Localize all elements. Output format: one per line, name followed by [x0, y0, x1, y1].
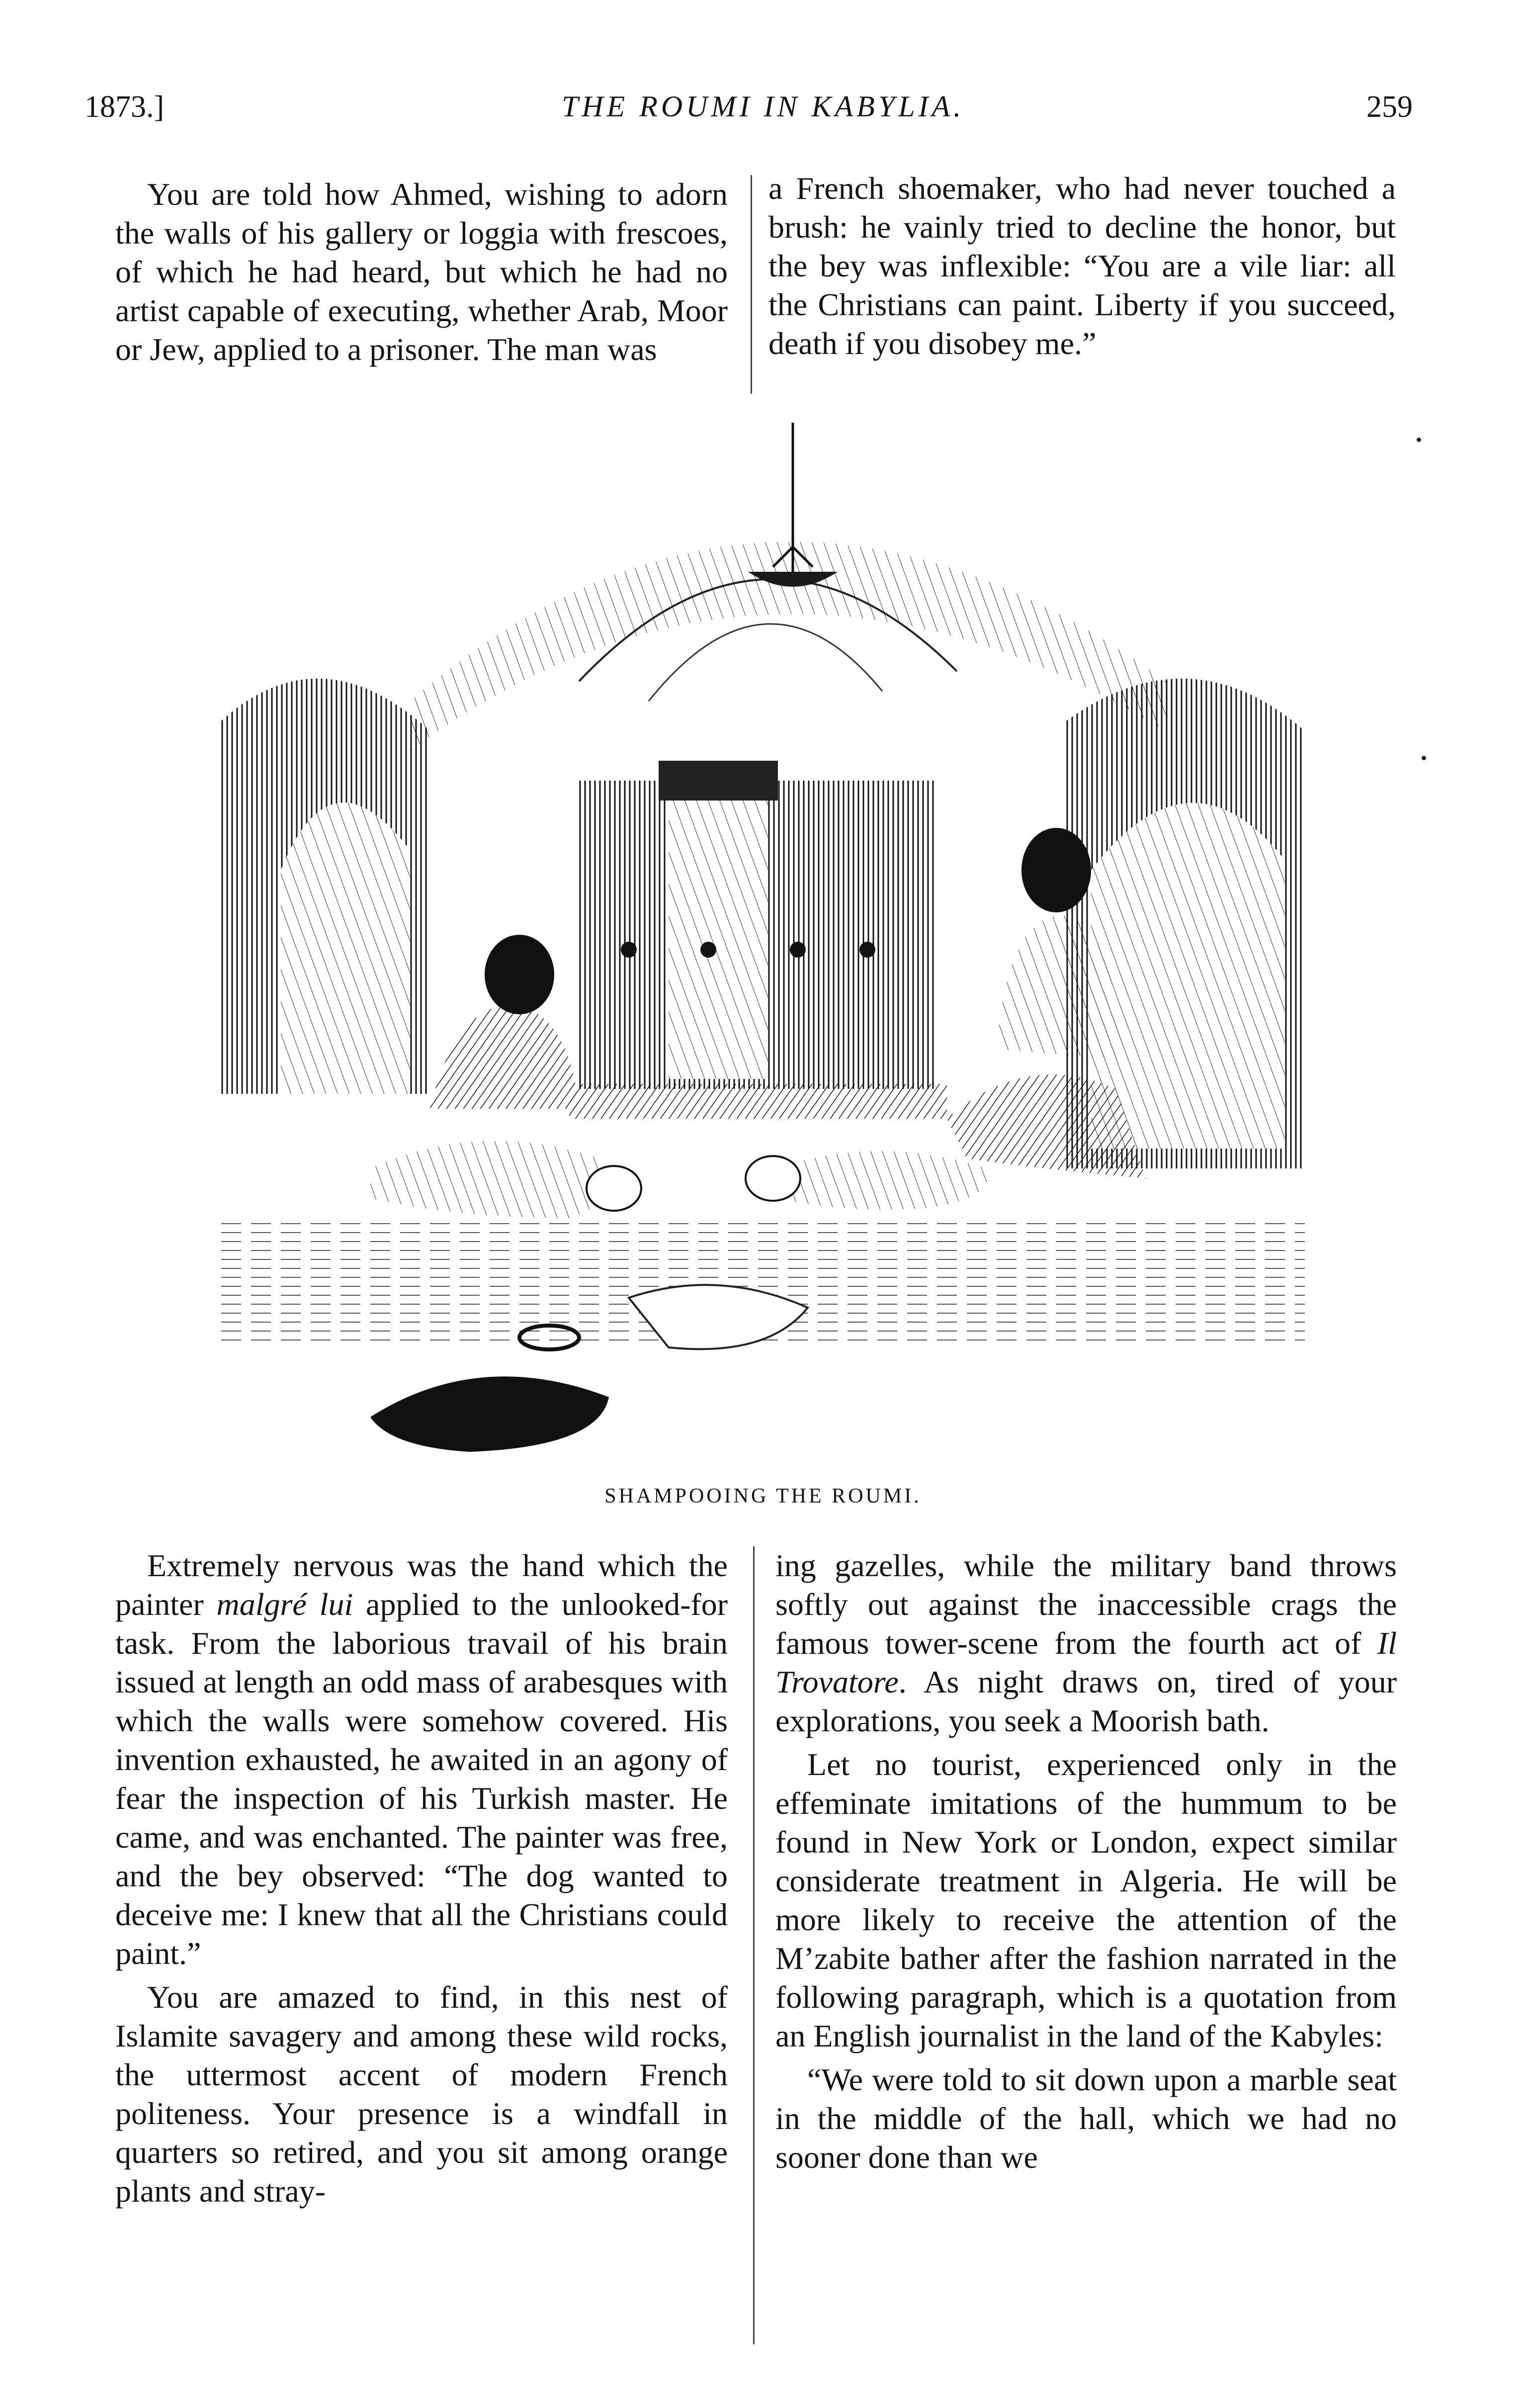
italic-title: Il Trovatore	[775, 1625, 1397, 1699]
figure-reclining-bathers	[370, 1141, 988, 1218]
column-divider-bottom	[753, 1546, 755, 2344]
column-bottom-left	[115, 1546, 728, 2211]
column-bottom-right	[775, 1546, 1397, 2177]
paragraph-french-shoemaker: a French shoemaker, who had never touched a brush: he vainly tried to decline the honor, but the bey was inflexible: “You are a vile liar: all the Christians can paint. Liberty if you succeed, death if you disobey me.”	[768, 171, 1396, 361]
print-speck	[1417, 438, 1421, 442]
paragraph-gazelles-band	[775, 1546, 1397, 1740]
figure-caption: SHAMPOOING THE ROUMI.	[604, 1485, 922, 1508]
paragraph-french-politeness: You are amazed to find, in this nest of Islamite savagery and among these wild rocks, the uttermost accent of modern French politeness. Your presence is a windfall in quarters so retired, and you sit among orange plants and stray-	[115, 1979, 728, 2209]
column-divider-top	[751, 175, 752, 394]
running-header	[0, 89, 1526, 134]
running-title: THE ROUMI IN KABYLIA.	[561, 90, 965, 123]
paragraph-text: ing gazelles, while the military band throws softly out against the inaccessible crags the famous tower-scene from the fourth act of	[775, 1548, 1397, 1661]
paragraph-text: applied to the unlooked-for task. From the laborious travail of his brain issued at length an odd mass of arabesques with which the walls were somehow covered. His invention exhausted, he awaited in an agony of fear the inspection of his Turkish master. He came, and was enchanted. The painter was free, and the bey observed: “The dog wanted to deceive me: I knew that all the Christians could paint.”	[115, 1587, 728, 1971]
header-year: 1873.]	[85, 90, 165, 124]
column-top-left	[115, 175, 728, 369]
paragraph-journalist-quote: “We were told to sit down upon a marble seat in the middle of the hall, which we had no sooner done than we	[775, 2062, 1397, 2175]
figure-attendant-left	[430, 935, 579, 1109]
paragraph-nervous-painter	[115, 1546, 728, 1973]
italic-phrase: malgré lui	[216, 1587, 353, 1622]
paragraph-ahmed-frescoes: You are told how Ahmed, wishing to adorn the walls of his gallery or loggia with frescoes, of which he had heard, but which he had no artist capable of executing, whether Arab, Moor or Jew, applied to a prisoner. The man was	[115, 177, 728, 367]
engraving-shampooing-the-roumi	[221, 423, 1305, 1462]
column-top-right	[768, 169, 1396, 363]
paragraph-text: Extremely nervous was the hand which the painter	[115, 1548, 728, 1622]
left-archway	[221, 679, 430, 1094]
floor	[221, 1218, 1305, 1452]
print-speck	[1422, 756, 1426, 760]
paragraph-text: . As night draws on, tired of your explorations, you seek a Moorish bath.	[775, 1664, 1397, 1738]
paragraph-moorish-bath: Let no tourist, experienced only in the effeminate imitations of the hummum to be found in New York or London, expect similar considerate treatment in Algeria. He will be more likely to receive the attention of the M’zabite bather after the fashion narrated in the following paragraph, which is a quotation from an English journalist in the land of the Kabyles:	[775, 1747, 1397, 2053]
central-fountain	[569, 761, 947, 1119]
page-number: 259	[1366, 90, 1413, 124]
